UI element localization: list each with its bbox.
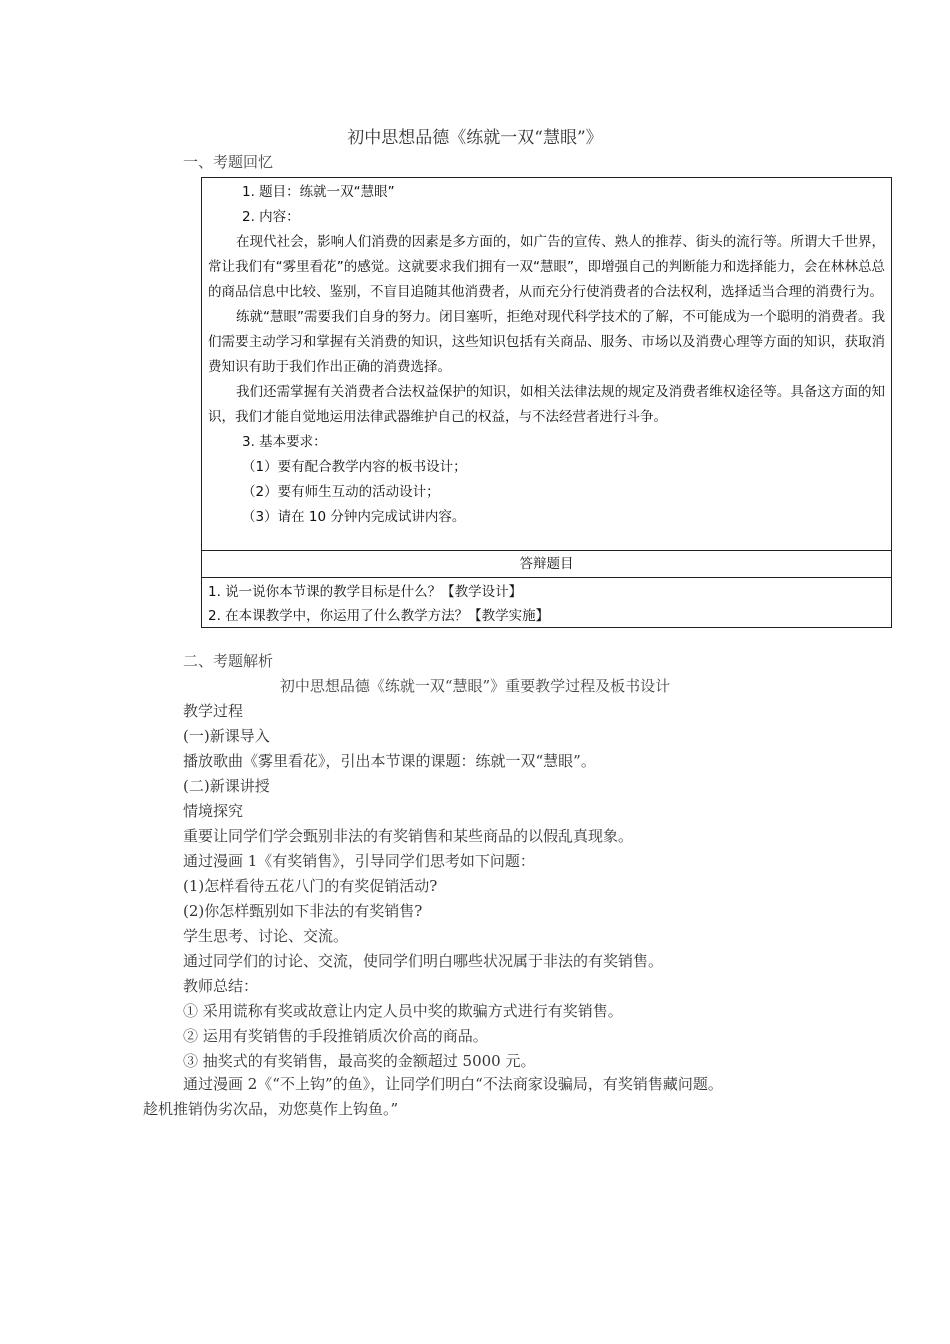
defense-header: 答辩题目 [519,556,574,572]
defense-list [208,580,885,628]
body-line: 通过漫画 1《有奖销售》，引导同学们思考如下问题： [183,852,535,870]
body-line: 教师总结： [183,977,259,995]
content-paragraph: 练就“慧眼”需要我们自身的努力。闭目塞听，拒绝对现代科学技术的了解，不可能成为一个聪明的消费者。我们需要主动学习和掌握有关消费的知识，这些知识包括有关商品、服务、市场以及消费心理等方面的知识，获取消费知识有助于我们作出正确的消费选择。 [208,309,885,375]
content-paragraph: 我们还需掌握有关消费者合法权益保护的知识，如相关法律法规的规定及消费者维权途径等。具备这方面的知识，我们才能自觉地运用法律武器维护自己的权益，与不法经营者进行斗争。 [208,384,885,425]
closing-line: 通过漫画 2《“不上钩”的鱼》，让同学们明白“不法商家设骗局，有奖销售藏问题。 [183,1075,723,1093]
exam-question-box [201,177,892,628]
body-line: 学生思考、讨论、交流。 [183,927,349,945]
body-line: 重要让同学们学会甄别非法的有奖销售和某些商品的以假乱真现象。 [183,827,634,845]
content-label: 2. 内容： [242,209,300,225]
requirement-item: （1）要有配合教学内容的板书设计； [242,459,467,475]
question-topic: 1. 题目：练就一双“慧眼” [242,184,395,200]
defense-item: 1. 说一说你本节课的教学目标是什么？【教学设计】 [208,584,523,600]
body-line: ② 运用有奖销售的手段推销质次价高的商品。 [183,1027,488,1045]
question-content [202,178,891,551]
body-line: 通过同学们的讨论、交流，使同学们明白哪些状况属于非法的有奖销售。 [183,952,664,970]
closing-paragraph [143,1072,883,1122]
closing-line: 趁机推销伪劣次品，劝您莫作上钩鱼。” [143,1100,399,1118]
analysis-subtitle: 初中思想品德《练就一双“慧眼”》重要教学过程及板书设计 [279,677,671,695]
body-line: (二)新课讲授 [183,777,270,795]
page-title: 初中思想品德《练就一双“慧眼”》 [347,128,603,148]
body-line: (1)怎样看待五花八门的有奖促销活动? [183,877,438,895]
requirements-label: 3. 基本要求： [242,434,327,450]
table-divider [202,577,891,578]
body-line: ① 采用谎称有奖或故意让内定人员中奖的欺骗方式进行有奖销售。 [183,1002,623,1020]
section-heading-exam-recall: 一、考题回忆 [183,153,274,171]
body-line: ③ 抽奖式的有奖销售，最高奖的金额超过 5000 元。 [183,1052,536,1070]
content-paragraph: 在现代社会，影响人们消费的因素是多方面的，如广告的宣传、熟人的推荐、街头的流行等。所谓大千世界，常让我们有“雾里看花”的感觉。这就要求我们拥有一双“慧眼”，即增强自己的判断能力和选择能力，会在林林总总的商品信息中比较、鉴别，不盲目追随其他消费者，从而充分行使消费者的合法权利，选择适当合理的消费行为。 [208,234,885,300]
requirement-item: （2）要有师生互动的活动设计； [242,484,440,500]
body-line: (2)你怎样甄别如下非法的有奖销售? [183,902,423,920]
defense-item: 2. 在本课教学中，你运用了什么教学方法？【教学实施】 [208,608,550,624]
body-line: (一)新课导入 [183,727,270,745]
requirement-item: （3）请在 10 分钟内完成试讲内容。 [242,509,466,525]
body-line: 教学过程 [183,702,244,720]
body-line: 播放歌曲《雾里看花》，引出本节课的课题：练就一双“慧眼”。 [183,752,596,770]
teaching-process [183,699,883,1074]
section-heading-analysis: 二、考题解析 [183,652,274,670]
body-line: 情境探究 [183,802,244,820]
